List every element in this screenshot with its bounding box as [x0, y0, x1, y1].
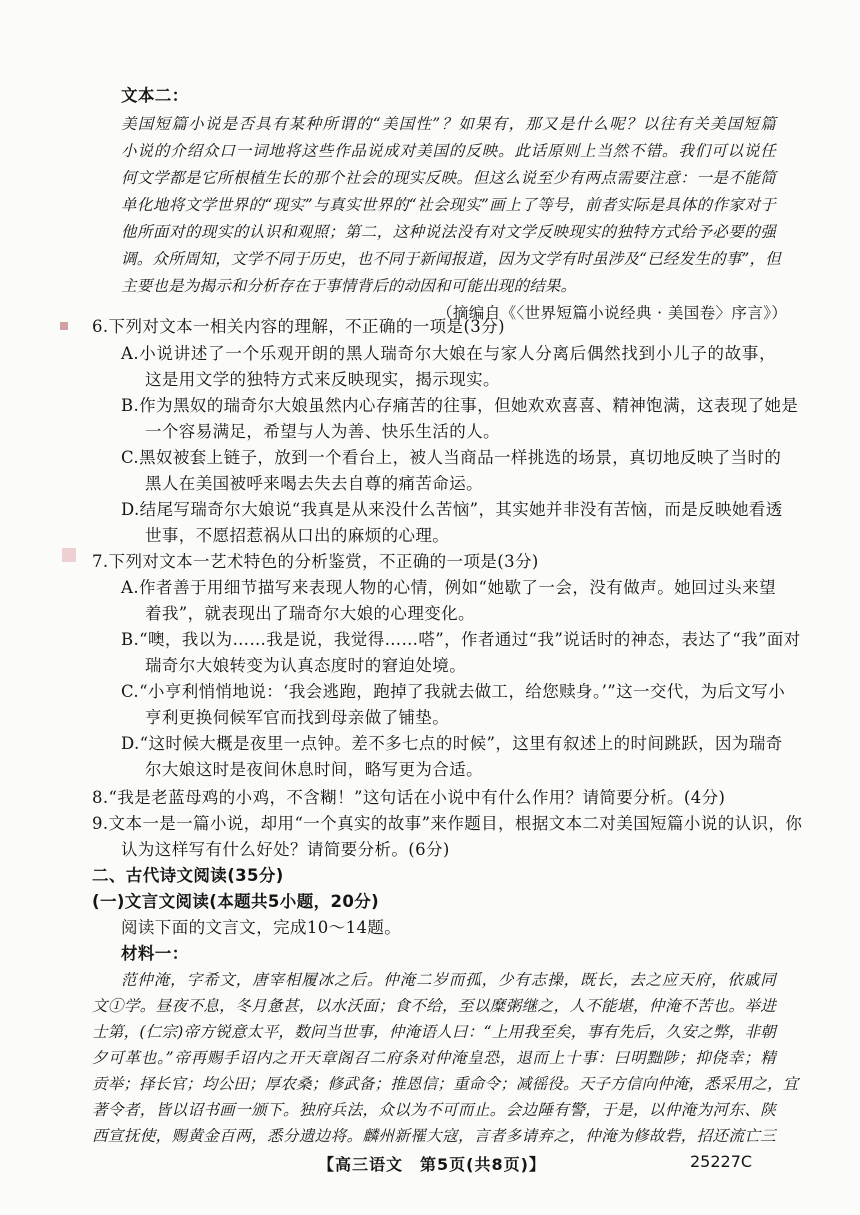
classical-text-line: 文①学。昼夜不息，冬月惫甚，以水沃面；食不给，至以糜粥继之，人不能堪，仲淹不苦也。举进: [92, 997, 776, 1015]
q8-question: 8.“我是老蓝母鸡的小鸡，不含糊！”这句话在小说中有什么作用？请简要分析。(4分): [92, 788, 726, 807]
q7-option-b-cont: 瑞奇尔大娘转变为认真态度时的窘迫处境。: [145, 656, 467, 675]
text2-source: （摘编自《〈世界短篇小说经典 · 美国卷〉序言》）: [437, 304, 788, 322]
q9-question-cont: 认为这样写有什么好处？请简要分析。(6分): [121, 840, 450, 859]
text2-heading: 文本二：: [121, 86, 189, 105]
section2-subtitle: (一)文言文阅读(本题共5小题，20分): [92, 892, 380, 911]
text2-line: 调。众所周知，文学不同于历史，也不同于新闻报道，因为文学有时虽涉及“已经发生的事”，但: [121, 250, 781, 268]
exam-code: 25227C: [690, 1152, 753, 1171]
q7-option-a: A.作者善于用细节描写来表现人物的心情，例如“她歇了一会，没有做声。她回过头来望: [121, 578, 776, 597]
q9-question: 9.文本一是一篇小说，却用“一个真实的故事”来作题目，根据文本二对美国短篇小说的认识，你: [92, 814, 803, 833]
classical-text-line: 士第，(仁宗)帝方锐意太平，数问当世事，仲淹语人曰：“上用我至矣，事有先后，久安之弊，非朝: [92, 1023, 776, 1041]
text2-line: 小说的介绍众口一词地将这些作品说成对美国的反映。此话原则上当然不错。我们可以说任: [121, 142, 776, 160]
text2-line: 何文学都是它所根植生长的那个社会的现实反映。但这么说至少有两点需要注意：一是不能简: [121, 169, 776, 187]
q6-option-a: A.小说讲述了一个乐观开朗的黑人瑞奇尔大娘在与家人分离后偶然找到小儿子的故事，: [121, 344, 776, 363]
q7-stem: 7.下列对文本一艺术特色的分析鉴赏，不正确的一项是(3分): [92, 552, 539, 571]
scan-mark: [62, 548, 76, 562]
q6-option-d: D.结尾写瑞奇尔大娘说“我真是从来没什么苦恼”，其实她并非没有苦恼，而是反映她看透: [121, 500, 783, 519]
classical-text-line: 贡举；择长官；均公田；厚农桑；修武备；推恩信；重命令；减徭役。天子方信向仲淹，悉采用之，宜: [92, 1075, 799, 1093]
q6-option-a-cont: 这是用文学的独特方式来反映现实，揭示现实。: [145, 370, 500, 389]
material1-label: 材料一：: [121, 944, 189, 963]
classical-text-line: 范仲淹，字希文，唐宰相履冰之后。仲淹二岁而孤，少有志操，既长，去之应天府，依戚同: [121, 971, 776, 989]
page-footer: 【高三语文 第5页(共8页)】: [318, 1155, 546, 1174]
q6-option-b-cont: 一个容易满足，希望与人为善、快乐生活的人。: [145, 422, 500, 441]
classical-text-line: 西宣抚使，赐黄金百两，悉分遗边将。麟州新罹大寇，言者多请弃之，仲淹为修故砦，招还流亡三: [92, 1127, 776, 1145]
q7-option-c-cont: 亨利更换伺候军官而找到母亲做了铺垫。: [145, 708, 450, 727]
q7-option-b: B.“噢，我以为……我是说，我觉得……嗒”，作者通过“我”说话时的神态，表达了“我”面对: [121, 630, 801, 649]
text2-line: 主要也是为揭示和分析存在于事情背后的动因和可能出现的结果。: [121, 277, 577, 295]
section2-instruction: 阅读下面的文言文，完成10～14题。: [121, 918, 402, 937]
classical-text-line: 著令者，皆以诏书画一颁下。独府兵法，众以为不可而止。会边陲有警，于是，以仲淹为河东、陕: [92, 1101, 776, 1119]
classical-text-line: 夕可革也。”帝再赐手诏内之开天章阁召二府条对仲淹皇恐，退而上十事：曰明黜陟；抑侥幸；精: [92, 1049, 776, 1067]
scan-mark: [60, 322, 68, 330]
text2-line: 单化地将文学世界的“现实”与真实世界的“社会现实”画上了等号，前者实际是具体的作家对于: [121, 196, 776, 214]
q6-option-b: B.作为黑奴的瑞奇尔大娘虽然内心存痛苦的往事，但她欢欢喜喜、精神饱满，这表现了她是: [121, 396, 799, 415]
q6-option-d-cont: 世事，不愿招惹祸从口出的麻烦的心理。: [145, 526, 450, 545]
q6-stem: 6.下列对文本一相关内容的理解，不正确的一项是(3分): [92, 317, 505, 336]
q7-option-d-cont: 尔大娘这时是夜间休息时间，略写更为合适。: [145, 760, 483, 779]
section2-title: 二、古代诗文阅读(35分): [92, 866, 284, 885]
text2-line: 他所面对的现实的认识和观照；第二，这种说法没有对文学反映现实的独特方式给予必要的强: [121, 223, 776, 241]
text2-line: 美国短篇小说是否具有某种所谓的“美国性”？如果有，那又是什么呢？以往有关美国短篇: [121, 115, 776, 133]
q6-option-c: C.黑奴被套上链子，放到一个看台上，被人当商品一样挑选的场景，真切地反映了当时的: [121, 448, 782, 467]
q7-option-d: D.“这时候大概是夜里一点钟。差不多七点的时候”，这里有叙述上的时间跳跃，因为瑞奇: [121, 734, 783, 753]
q7-option-a-cont: 着我”，就表现出了瑞奇尔大娘的心理变化。: [145, 604, 475, 623]
q7-option-c: C.“小亨利悄悄地说：‘我会逃跑，跑掉了我就去做工，给您赎身。’”这一交代，为后文写小: [121, 682, 786, 701]
q6-option-c-cont: 黑人在美国被呼来喝去失去自尊的痛苦命运。: [145, 474, 483, 493]
